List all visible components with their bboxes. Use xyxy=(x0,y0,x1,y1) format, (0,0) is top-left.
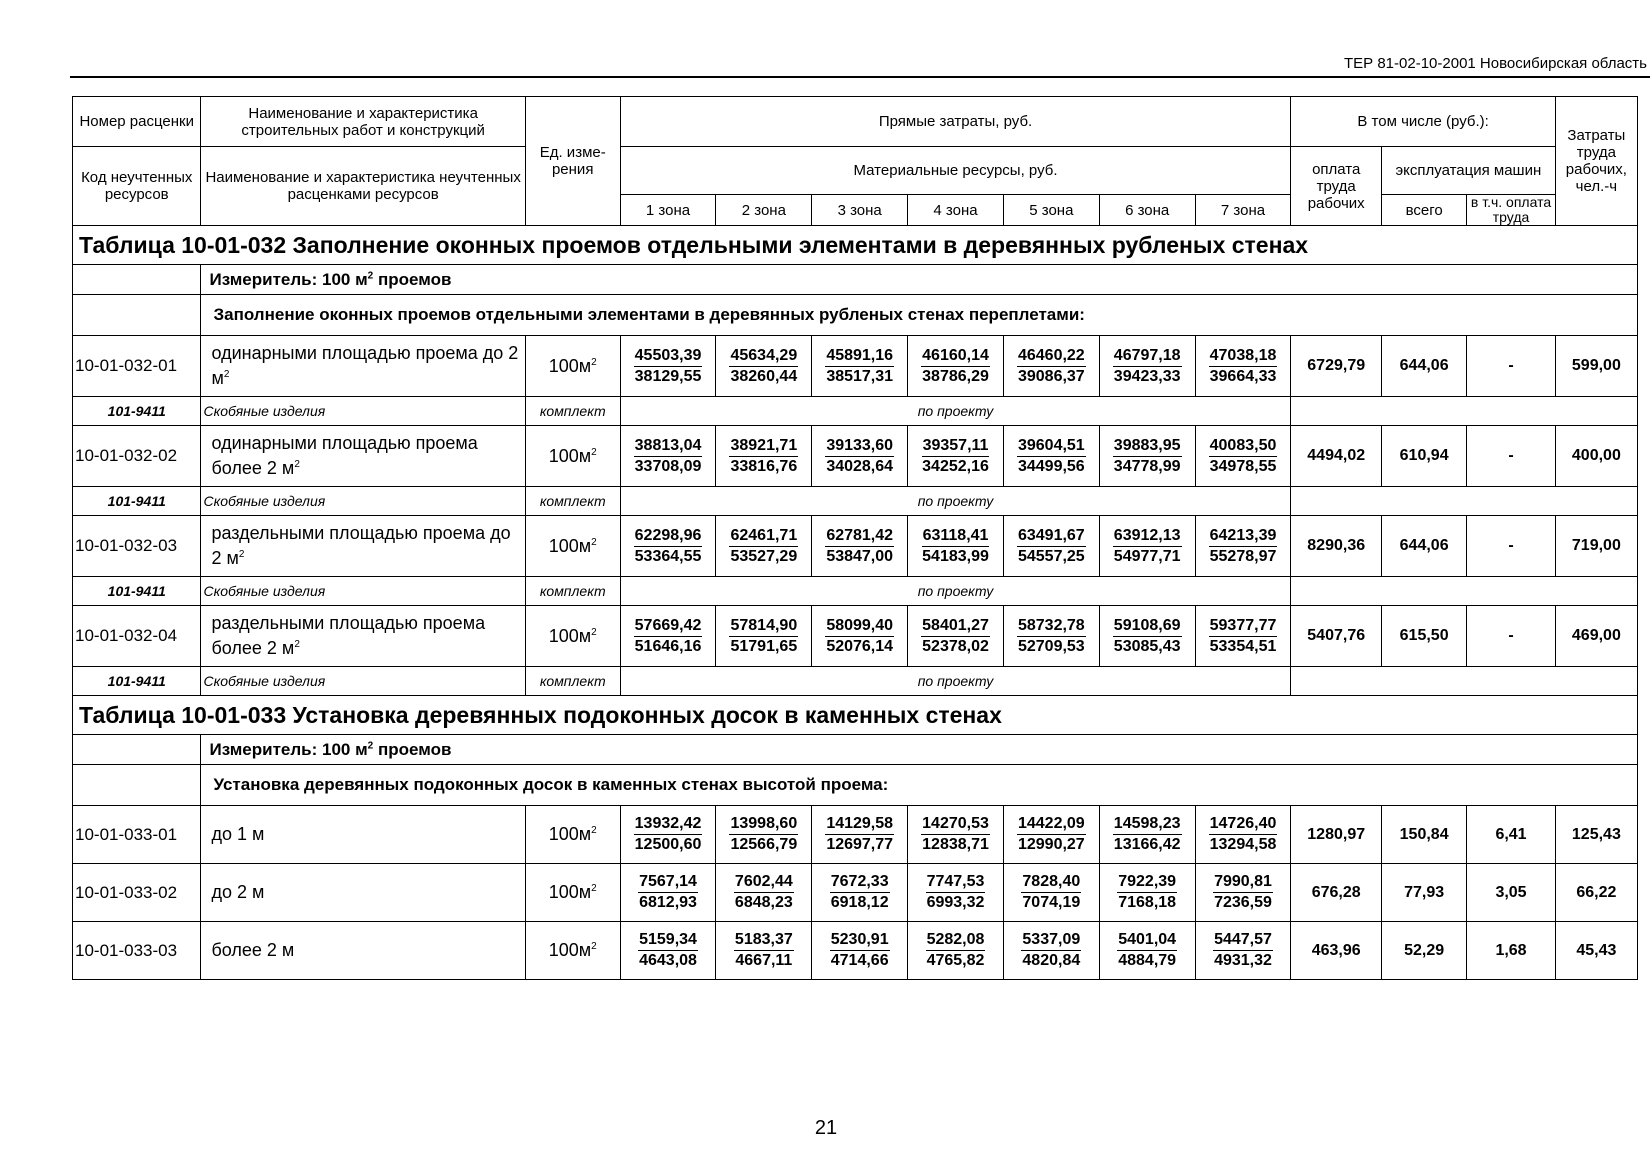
zone-price xyxy=(908,516,1004,577)
direct-cost: 39357,11 xyxy=(922,436,990,457)
work-name-text: раздельными площадью проема до 2 м xyxy=(211,523,511,568)
section-subtitle: Установка деревянных подоконных досок в каменных стенах высотой проема: xyxy=(201,765,1638,806)
material-cost: 6812,93 xyxy=(639,894,697,911)
machines-wage-value: - xyxy=(1467,516,1555,577)
direct-cost: 5159,34 xyxy=(638,930,698,951)
direct-cost: 46797,18 xyxy=(1113,346,1182,367)
unit-text: 100м xyxy=(548,355,592,376)
resource-note: по проекту xyxy=(620,667,1291,696)
unit-sup: 2 xyxy=(591,626,597,638)
material-cost: 53354,51 xyxy=(1209,637,1277,655)
rate-code: 10-01-032-02 xyxy=(73,426,201,487)
unit-sup: 2 xyxy=(591,883,597,894)
col-materials: Материальные ресурсы, руб. xyxy=(620,147,1291,195)
material-cost: 34499,56 xyxy=(1017,457,1085,475)
resource-row xyxy=(73,487,1638,516)
zone-price xyxy=(716,806,812,864)
direct-cost: 7990,81 xyxy=(1213,872,1273,893)
wage-value: 1280,97 xyxy=(1291,806,1382,864)
material-cost: 38786,29 xyxy=(922,367,989,385)
zone-price xyxy=(812,922,908,980)
col-code-bottom: Код неучтенных ресурсов xyxy=(73,147,201,226)
zone-header: 4 зона xyxy=(908,195,1004,226)
wage-value: 5407,76 xyxy=(1291,606,1382,667)
unit-cell xyxy=(525,606,620,667)
empty-cell xyxy=(73,735,201,765)
machines-value: 77,93 xyxy=(1381,864,1466,922)
work-name xyxy=(201,426,525,487)
resource-code: 101-9411 xyxy=(73,397,201,426)
zone-price xyxy=(908,806,1004,864)
material-cost: 7236,59 xyxy=(1214,894,1272,911)
unit-cell xyxy=(525,922,620,980)
material-cost: 12697,77 xyxy=(826,836,894,853)
material-cost: 39423,33 xyxy=(1113,367,1181,385)
zone-price xyxy=(1003,336,1099,397)
zone-price xyxy=(1195,516,1291,577)
material-cost: 4820,84 xyxy=(1022,952,1081,969)
direct-cost: 58732,78 xyxy=(1017,616,1086,637)
material-cost: 6848,23 xyxy=(734,894,793,911)
work-name-text: одинарными площадью проема до 2 м xyxy=(211,343,519,388)
direct-cost: 14422,09 xyxy=(1017,814,1086,835)
direct-cost: 5337,09 xyxy=(1021,930,1081,951)
labor-value: 469,00 xyxy=(1555,606,1637,667)
material-cost: 53847,00 xyxy=(826,547,894,565)
direct-cost: 39883,95 xyxy=(1113,436,1182,457)
material-cost: 54183,99 xyxy=(922,547,989,565)
zone-price xyxy=(1099,922,1195,980)
work-name xyxy=(201,864,525,922)
unit-text: 100м xyxy=(548,625,592,646)
unit-text: 100м xyxy=(548,940,592,960)
meter-sup: 2 xyxy=(367,739,374,751)
table-row xyxy=(73,922,1638,980)
material-cost: 4884,79 xyxy=(1118,952,1177,969)
work-name xyxy=(201,336,525,397)
empty-cell xyxy=(73,295,201,336)
wage-value: 463,96 xyxy=(1291,922,1382,980)
direct-cost: 46460,22 xyxy=(1017,346,1086,367)
material-cost: 54977,71 xyxy=(1113,547,1181,565)
resource-row xyxy=(73,667,1638,696)
direct-cost: 14129,58 xyxy=(825,814,894,835)
table-title: Таблица 10-01-032 Заполнение оконных проемов отдельными элементами в деревянных рубленых стенах xyxy=(73,226,1638,265)
material-cost: 7168,18 xyxy=(1118,894,1177,911)
zone-price xyxy=(1195,922,1291,980)
wage-value: 6729,79 xyxy=(1291,336,1382,397)
material-cost: 4714,66 xyxy=(830,952,889,969)
zone-price xyxy=(1099,516,1195,577)
direct-cost: 7828,40 xyxy=(1021,872,1081,893)
zone-price xyxy=(1195,426,1291,487)
zone-price xyxy=(1003,426,1099,487)
direct-cost: 7747,53 xyxy=(926,872,986,893)
zone-price xyxy=(1003,922,1099,980)
material-cost: 38129,55 xyxy=(634,367,702,385)
col-machines: эксплуатация машин xyxy=(1381,147,1555,195)
direct-cost: 5447,57 xyxy=(1213,930,1273,951)
empty-cell xyxy=(1291,667,1638,696)
unit-cell xyxy=(525,806,620,864)
zone-price xyxy=(812,806,908,864)
col-wage: оплата труда рабочих xyxy=(1291,147,1382,226)
direct-cost: 62781,42 xyxy=(825,526,894,547)
material-cost: 12990,27 xyxy=(1017,836,1085,853)
unit-sup: 2 xyxy=(591,536,597,548)
work-name-text: до 2 м xyxy=(211,882,265,902)
material-cost: 38260,44 xyxy=(730,367,798,385)
unit-text: 100м xyxy=(548,445,592,466)
rate-code: 10-01-032-03 xyxy=(73,516,201,577)
material-cost: 54557,25 xyxy=(1017,547,1085,565)
meter-sup: 2 xyxy=(367,269,374,281)
unit-cell xyxy=(525,864,620,922)
machines-wage-value: - xyxy=(1467,606,1555,667)
unit-cell xyxy=(525,426,620,487)
meter-text: Измеритель: 100 м xyxy=(209,739,368,759)
zone-header: 5 зона xyxy=(1003,195,1099,226)
page-number: 21 xyxy=(814,1117,838,1139)
resource-name: Скобяные изделия xyxy=(201,397,525,426)
direct-cost: 57814,90 xyxy=(729,616,798,637)
resource-note: по проекту xyxy=(620,487,1291,516)
unit-cell xyxy=(525,336,620,397)
material-cost: 4643,08 xyxy=(639,952,697,969)
table-row xyxy=(73,606,1638,667)
labor-value: 599,00 xyxy=(1555,336,1637,397)
direct-cost: 62461,71 xyxy=(729,526,798,547)
material-cost: 52709,53 xyxy=(1017,637,1085,655)
material-cost: 53085,43 xyxy=(1113,637,1181,655)
material-cost: 34778,99 xyxy=(1113,457,1181,475)
resource-unit: комплект xyxy=(525,487,620,516)
zone-price xyxy=(908,336,1004,397)
machines-wage-value: 1,68 xyxy=(1467,922,1555,980)
direct-cost: 7602,44 xyxy=(734,872,794,893)
direct-cost: 5401,04 xyxy=(1117,930,1177,951)
resource-unit: комплект xyxy=(525,577,620,606)
table-row xyxy=(73,426,1638,487)
rate-code: 10-01-033-03 xyxy=(73,922,201,980)
material-cost: 55278,97 xyxy=(1209,547,1277,565)
unit-sup: 2 xyxy=(591,825,597,836)
direct-cost: 5183,37 xyxy=(734,930,794,951)
col-name-bottom: Наименование и характеристика неучтенных расценками ресурсов xyxy=(201,147,525,226)
zone-price xyxy=(812,864,908,922)
zone-price xyxy=(908,864,1004,922)
meter-text: Измеритель: 100 м xyxy=(209,269,368,289)
material-cost: 6993,32 xyxy=(926,894,985,911)
empty-cell xyxy=(1291,397,1638,426)
rate-code: 10-01-033-02 xyxy=(73,864,201,922)
wage-value: 4494,02 xyxy=(1291,426,1382,487)
table-row xyxy=(73,864,1638,922)
material-cost: 34252,16 xyxy=(922,457,989,475)
material-cost: 4765,82 xyxy=(926,952,985,969)
zone-price xyxy=(1099,806,1195,864)
direct-cost: 7672,33 xyxy=(830,872,890,893)
col-machines-wage: в т.ч. оплата труда xyxy=(1467,195,1555,226)
zone-header: 2 зона xyxy=(716,195,812,226)
unit-sup: 2 xyxy=(591,941,597,952)
zone-price xyxy=(1099,426,1195,487)
direct-cost: 5230,91 xyxy=(830,930,890,951)
material-cost: 52076,14 xyxy=(826,637,894,655)
material-cost: 12500,60 xyxy=(634,836,702,853)
direct-cost: 62298,96 xyxy=(634,526,703,547)
machines-value: 644,06 xyxy=(1381,516,1466,577)
direct-cost: 7922,39 xyxy=(1117,872,1177,893)
zone-price xyxy=(716,336,812,397)
zone-price xyxy=(908,922,1004,980)
zone-price xyxy=(716,864,812,922)
resource-unit: комплект xyxy=(525,667,620,696)
direct-cost: 63491,67 xyxy=(1017,526,1086,547)
direct-cost: 38813,04 xyxy=(634,436,703,457)
resource-row xyxy=(73,397,1638,426)
direct-cost: 63118,41 xyxy=(922,526,990,547)
direct-cost: 45634,29 xyxy=(729,346,798,367)
rate-code: 10-01-032-04 xyxy=(73,606,201,667)
col-labor: Затраты труда рабочих, чел.-ч xyxy=(1555,97,1637,226)
resource-row xyxy=(73,577,1638,606)
zone-price xyxy=(620,336,716,397)
direct-cost: 39133,60 xyxy=(825,436,894,457)
material-cost: 13294,58 xyxy=(1209,836,1277,853)
direct-cost: 58099,40 xyxy=(825,616,894,637)
zone-price xyxy=(1003,806,1099,864)
machines-wage-value: - xyxy=(1467,426,1555,487)
running-header: ТЕР 81-02-10-2001 Новосибирская область xyxy=(1344,55,1647,72)
empty-cell xyxy=(73,765,201,806)
work-name-text: раздельными площадью проема более 2 м xyxy=(211,613,486,658)
zone-price xyxy=(812,606,908,667)
material-cost: 4667,11 xyxy=(735,952,793,969)
material-cost: 38517,31 xyxy=(826,367,894,385)
work-name-text: одинарными площадью проема более 2 м xyxy=(211,433,478,478)
material-cost: 13166,42 xyxy=(1113,836,1181,853)
unit-sup: 2 xyxy=(591,356,597,368)
material-cost: 34978,55 xyxy=(1209,457,1277,475)
rate-code: 10-01-032-01 xyxy=(73,336,201,397)
zone-price xyxy=(716,516,812,577)
zone-price xyxy=(716,606,812,667)
direct-cost: 63912,13 xyxy=(1113,526,1182,547)
work-name xyxy=(201,606,525,667)
zone-price xyxy=(812,336,908,397)
resource-code: 101-9411 xyxy=(73,487,201,516)
zone-header: 1 зона xyxy=(620,195,716,226)
zone-price xyxy=(620,864,716,922)
direct-cost: 58401,27 xyxy=(921,616,990,637)
resource-note: по проекту xyxy=(620,397,1291,426)
table-title: Таблица 10-01-033 Установка деревянных подоконных досок в каменных стенах xyxy=(73,696,1638,735)
work-name xyxy=(201,516,525,577)
work-name-sup: 2 xyxy=(294,639,300,650)
zone-price xyxy=(1099,864,1195,922)
unit-text: 100м xyxy=(548,535,592,556)
machines-wage-value: 6,41 xyxy=(1467,806,1555,864)
zone-price xyxy=(1099,336,1195,397)
meter-label xyxy=(201,735,1638,765)
direct-cost: 59108,69 xyxy=(1113,616,1182,637)
work-name-sup: 2 xyxy=(223,369,230,380)
work-name-text: более 2 м xyxy=(211,940,295,960)
direct-cost: 14270,53 xyxy=(921,814,990,835)
zone-price xyxy=(620,606,716,667)
unit-text: 100м xyxy=(548,824,592,844)
zone-price xyxy=(1003,516,1099,577)
wage-value: 676,28 xyxy=(1291,864,1382,922)
resource-code: 101-9411 xyxy=(73,667,201,696)
material-cost: 53364,55 xyxy=(634,547,702,565)
direct-cost: 13932,42 xyxy=(634,814,703,835)
machines-wage-value: - xyxy=(1467,336,1555,397)
direct-cost: 5282,08 xyxy=(926,930,986,951)
zone-price xyxy=(1003,606,1099,667)
header-rule xyxy=(70,76,1650,78)
material-cost: 39664,33 xyxy=(1209,367,1277,385)
empty-cell xyxy=(73,265,201,295)
zone-price xyxy=(1195,336,1291,397)
direct-cost: 45503,39 xyxy=(634,346,703,367)
zone-price xyxy=(620,426,716,487)
direct-cost: 7567,14 xyxy=(638,872,698,893)
direct-cost: 40083,50 xyxy=(1209,436,1278,457)
empty-cell xyxy=(1291,487,1638,516)
labor-value: 719,00 xyxy=(1555,516,1637,577)
price-table xyxy=(72,96,1638,980)
material-cost: 33816,76 xyxy=(730,457,798,475)
zone-price xyxy=(1099,606,1195,667)
material-cost: 39086,37 xyxy=(1017,367,1085,385)
direct-cost: 47038,18 xyxy=(1209,346,1278,367)
material-cost: 12838,71 xyxy=(922,836,989,853)
zone-price xyxy=(716,426,812,487)
resource-name: Скобяные изделия xyxy=(201,667,525,696)
col-direct-costs: Прямые затраты, руб. xyxy=(620,97,1291,147)
labor-value: 400,00 xyxy=(1555,426,1637,487)
col-code-top: Номер расценки xyxy=(73,97,201,147)
machines-value: 610,94 xyxy=(1381,426,1466,487)
zone-price xyxy=(1195,606,1291,667)
zone-header: 3 зона xyxy=(812,195,908,226)
resource-name: Скобяные изделия xyxy=(201,487,525,516)
direct-cost: 14726,40 xyxy=(1209,814,1278,835)
material-cost: 12566,79 xyxy=(730,836,798,853)
zone-price xyxy=(620,806,716,864)
machines-value: 615,50 xyxy=(1381,606,1466,667)
zone-price xyxy=(812,426,908,487)
col-machines-total: всего xyxy=(1381,195,1466,226)
col-unit: Ед. изме-рения xyxy=(525,97,620,226)
zone-price xyxy=(716,922,812,980)
direct-cost: 64213,39 xyxy=(1209,526,1278,547)
zone-price xyxy=(1195,806,1291,864)
material-cost: 51646,16 xyxy=(634,637,702,655)
machines-wage-value: 3,05 xyxy=(1467,864,1555,922)
labor-value: 125,43 xyxy=(1555,806,1637,864)
work-name xyxy=(201,806,525,864)
zone-header: 7 зона xyxy=(1195,195,1291,226)
work-name-sup: 2 xyxy=(294,459,300,470)
labor-value: 66,22 xyxy=(1555,864,1637,922)
material-cost: 51791,65 xyxy=(730,637,798,655)
col-name-top: Наименование и характеристика строительных работ и конструкций xyxy=(201,97,525,147)
material-cost: 52378,02 xyxy=(922,637,989,655)
meter-tail: проемов xyxy=(373,269,452,289)
direct-cost: 38921,71 xyxy=(729,436,798,457)
material-cost: 6918,12 xyxy=(830,894,889,911)
table-row xyxy=(73,806,1638,864)
unit-cell xyxy=(525,516,620,577)
machines-value: 150,84 xyxy=(1381,806,1466,864)
zone-price xyxy=(620,922,716,980)
zone-price xyxy=(812,516,908,577)
work-name xyxy=(201,922,525,980)
zone-price xyxy=(1003,864,1099,922)
meter-label xyxy=(201,265,1638,295)
resource-code: 101-9411 xyxy=(73,577,201,606)
table-row xyxy=(73,336,1638,397)
zone-price xyxy=(620,516,716,577)
material-cost: 34028,64 xyxy=(826,457,894,475)
zone-header: 6 зона xyxy=(1099,195,1195,226)
zone-price xyxy=(908,426,1004,487)
direct-cost: 39604,51 xyxy=(1017,436,1086,457)
unit-text: 100м xyxy=(548,882,592,902)
resource-name: Скобяные изделия xyxy=(201,577,525,606)
direct-cost: 57669,42 xyxy=(634,616,703,637)
rate-code: 10-01-033-01 xyxy=(73,806,201,864)
zone-price xyxy=(1195,864,1291,922)
labor-value: 45,43 xyxy=(1555,922,1637,980)
direct-cost: 13998,60 xyxy=(729,814,798,835)
empty-cell xyxy=(1291,577,1638,606)
material-cost: 53527,29 xyxy=(730,547,798,565)
zone-price xyxy=(908,606,1004,667)
material-cost: 4931,32 xyxy=(1214,952,1272,969)
meter-tail: проемов xyxy=(373,739,452,759)
unit-sup: 2 xyxy=(591,446,597,458)
section-subtitle: Заполнение оконных проемов отдельными элементами в деревянных рубленых стенах переплетами: xyxy=(201,295,1638,336)
work-name-text: до 1 м xyxy=(211,824,265,844)
resource-note: по проекту xyxy=(620,577,1291,606)
machines-value: 52,29 xyxy=(1381,922,1466,980)
work-name-sup: 2 xyxy=(238,549,245,560)
wage-value: 8290,36 xyxy=(1291,516,1382,577)
machines-value: 644,06 xyxy=(1381,336,1466,397)
material-cost: 7074,19 xyxy=(1022,894,1081,911)
col-including: В том числе (руб.): xyxy=(1291,97,1555,147)
direct-cost: 14598,23 xyxy=(1113,814,1182,835)
resource-unit: комплект xyxy=(525,397,620,426)
direct-cost: 59377,77 xyxy=(1209,616,1278,637)
material-cost: 33708,09 xyxy=(634,457,702,475)
direct-cost: 45891,16 xyxy=(825,346,894,367)
direct-cost: 46160,14 xyxy=(921,346,990,367)
table-row xyxy=(73,516,1638,577)
